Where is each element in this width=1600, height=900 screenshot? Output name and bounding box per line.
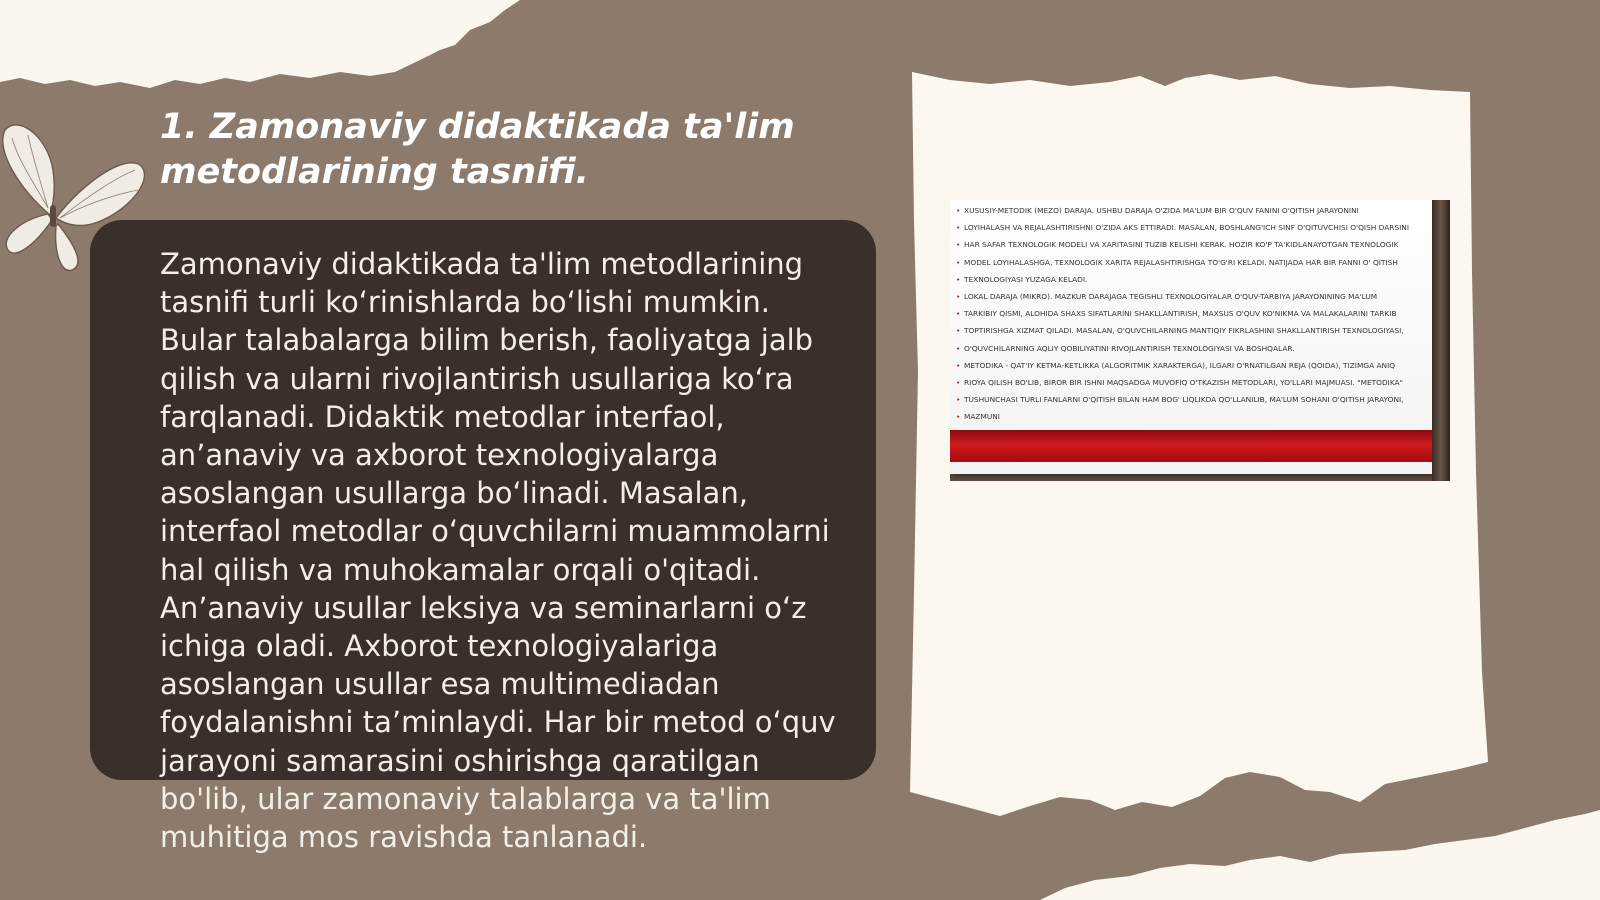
inset-bullet-item: • TOPTIRISHGA XIZMAT QILADI. MASALAN, O'QUVCHILARNING MANTIQIY FIKRLASHINI SHAKLLANTIRISH TEXNOLOGIYASI,: [956, 322, 1430, 339]
inset-bullet-list: [950, 200, 1432, 426]
inset-bullet-item: • TUSHUNCHASI TURLI FANLARNI O'QITISH BILAN HAM BOG' LIQLIKDA QO'LLANILIB, MA'LUM SOHANI O'QITISH JARAYONI,: [956, 391, 1430, 408]
inset-bullet-item: • MODEL LOYIHALASHGA, TEXNOLOGIK XARITA REJALASHTIRISHGA TO'G'RI KELADI. NATIJADA HAR BIR FANNI O' QITISH: [956, 254, 1430, 271]
torn-paper-top: [0, 0, 560, 95]
inset-bullet-item: • MAZMUNI: [956, 408, 1430, 425]
inset-bullet-item: • LOYIHALASH VA REJALASHTIRISHNI O'ZIDA AKS ETTIRADI. MASALAN, BOSHLANG'ICH SINF O'QITUVCHISI O'QISH DARSINI: [956, 219, 1430, 236]
inset-bullet-item: • METODIKA - QAT'IY KETMA-KETLIKKA (ALGORITMIK XARAKTERGA), ILGARI O'RNATILGAN REJA (QOIDA), TIZIMGA ANIQ: [956, 357, 1430, 374]
inset-slide-page: [950, 200, 1432, 474]
inset-bullet-item: • RIOYA QILISH BO'LIB, BIROR BIR ISHNI MAQSADGA MUVOFIQ O'TKAZISH METODLARI, YO'LLARI MAJMUASI. "METODIKA": [956, 374, 1430, 391]
inset-dark-edge: [1432, 200, 1450, 481]
inset-bullet-item: • XUSUSIY-METODIK (MEZO) DARAJA. USHBU DARAJA O'ZIDA MA'LUM BIR O'QUV FANINI O'QITISH JARAYONINI: [956, 202, 1430, 219]
inset-bullet-item: • HAR SAFAR TEXNOLOGIK MODELI VA XARITASINI TUZIB KELISHI KERAK. HOZIR KO'P TA'KIDLANAYOTGAN TEXNOLOGIK: [956, 236, 1430, 253]
inset-bullet-item: • TARKIBIY QISMI, ALOHIDA SHAXS SIFATLARINI SHAKLLANTIRISH, MAXSUS O'QUV KO'NIKMA VA MALAKALARINI TARKIB: [956, 305, 1430, 322]
inset-bullet-item: • TEXNOLOGIYASI YUZAGA KELADI.: [956, 271, 1430, 288]
inset-bullet-item: • LOKAL DARAJA (MIKRO). MAZKUR DARAJAGA TEGISHLI TEXNOLOGIYALAR O'QUV-TARBIYA JARAYONINING MA'LUM: [956, 288, 1430, 305]
inset-red-bar: [950, 430, 1432, 462]
slide-body-text: Zamonaviy didaktikada ta'lim metodlarining tasnifi turli koʻrinishlarda boʻlishi mumkin. Bular talabalarga bilim berish, faoliyatga jalb qilish va ularni rivojlantirish usullariga koʻra farqlanadi. Didaktik metodlar interfaol, anʼanaviy va axborot texnologiyalarga asoslangan usullarga boʻlinadi. Masalan, interfaol metodlar oʻquvchilarni muammolarni hal qilish va muhokamalar orqali o'qitadi. Anʼanaviy usullar leksiya va seminarlarni oʻz ichiga oladi. Axborot texnologiyalariga asoslangan usullar esa multimediadan foydalanishni taʼminlaydi. Har bir metod oʻquv jarayoni samarasini oshirishga qaratilgan bo'lib, ular zamonaviy talablarga va ta'lim muhitiga mos ravishda tanlanadi.: [160, 247, 836, 855]
slide-title: 1. Zamonaviy didaktikada ta'lim metodlarining tasnifi.: [160, 107, 795, 192]
inset-bullet-item: • O'QUVCHILARNING AQLIY QOBILIYATINI RIVOJLANTIRISH TEXNOLOGIYASI VA BOSHQALAR.: [956, 340, 1430, 357]
inset-slide-image: [950, 200, 1450, 481]
